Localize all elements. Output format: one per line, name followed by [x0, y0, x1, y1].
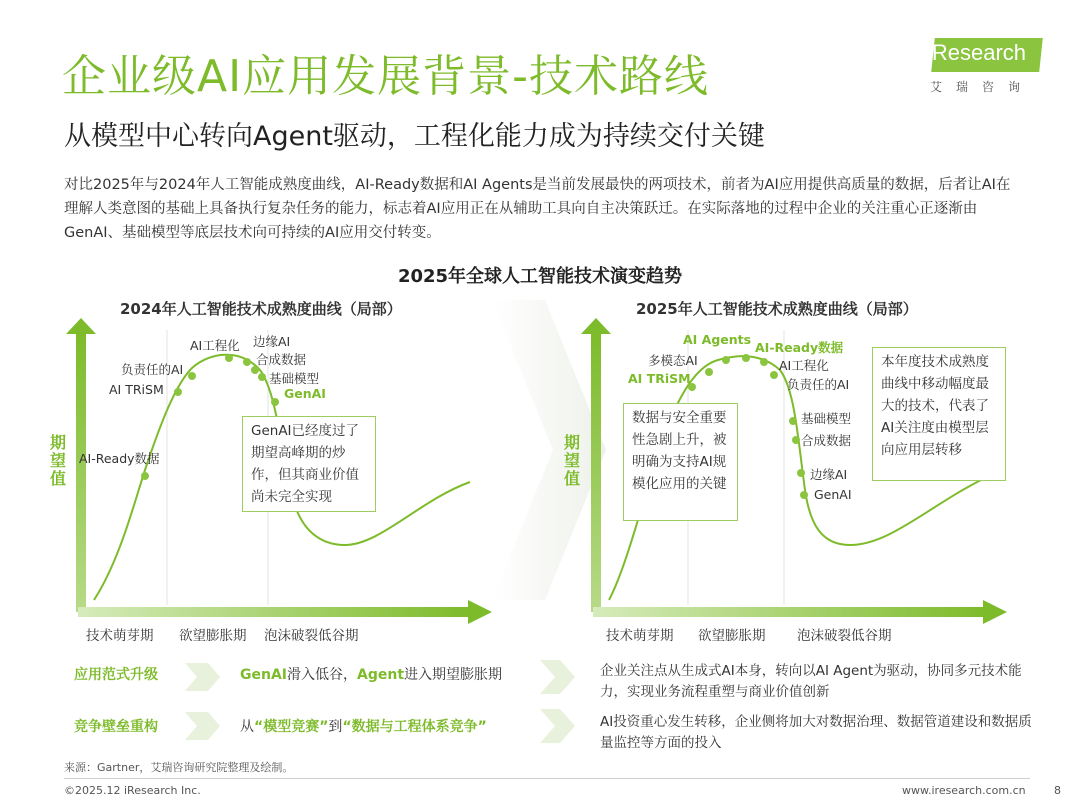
page-subtitle: 从模型中心转向Agent驱动，工程化能力成为持续交付关键 — [64, 121, 765, 152]
right-point-label-highlight: AI TRiSM — [628, 371, 691, 386]
row-desc-barrier: AI投资重心发生转移，企业侧将加大对数据治理、数据管道建设和数据质量监控等方面的投入 — [600, 714, 1032, 751]
left-yaxis-label: 期望值 — [49, 433, 66, 488]
left-point-label: AI TRiSM — [109, 382, 164, 397]
logo-subtext: 艾瑞咨询 — [930, 80, 1035, 94]
logo-brand: iResearch — [927, 40, 1027, 65]
row-text-paradigm: GenAI滑入低谷，Agent进入期望膨胀期 — [240, 667, 503, 683]
diagram-title: 2025年全球人工智能技术演变趋势 — [397, 266, 683, 287]
right-point-label: 多模态AI — [648, 353, 698, 368]
copyright: ©2025.12 iResearch Inc. — [64, 784, 201, 797]
right-point-label: 负责任的AI — [787, 377, 850, 392]
right-point-label: AI工程化 — [779, 358, 829, 373]
left-point-label: 边缘AI — [253, 334, 291, 349]
transition-chevron — [492, 300, 606, 600]
source-note: 来源：Gartner，艾瑞咨询研究院整理及绘制。 — [64, 761, 294, 774]
right-point-label: 边缘AI — [810, 467, 848, 482]
right-phase-label: 技术萌芽期 — [606, 628, 674, 644]
left-callout: GenAI已经度过了期望高峰期的炒作，但其商业价值尚未完全实现 — [242, 416, 376, 512]
row-label-barrier: 竞争壁垒重构 — [74, 719, 158, 735]
right-phase-label: 泡沫破裂低谷期 — [797, 628, 892, 644]
page-number: 8 — [1054, 784, 1061, 797]
right-panel-title: 2025年人工智能技术成熟度曲线（局部） — [636, 300, 918, 318]
page-title: 企业级AI应用发展背景-技术路线 — [62, 51, 709, 102]
left-point-label: 基础模型 — [269, 371, 320, 386]
left-point-label: AI工程化 — [190, 338, 240, 353]
left-point-label: AI-Ready数据 — [79, 451, 160, 466]
right-point-label: GenAI — [814, 487, 852, 502]
left-point-label: 合成数据 — [256, 352, 307, 367]
intro-paragraph: 对比2025年与2024年人工智能成熟度曲线，AI-Ready数据和AI Agents是当前发展最快的两项技术，前者为AI应用提供高质量的数据，后者让AI在理解人类意图的基础上具备执行复杂任务的能力，标志着AI应用正在从辅助工具向自主决策跃迁。在实际落地的过程中企业的关注重心正逐渐由GenAI、基础模型等底层技术向可持续的AI应用交付转变。 — [64, 177, 1011, 241]
right-callout-right: 本年度技术成熟度曲线中移动幅度最大的技术，代表了AI关注度由模型层向应用层转移 — [872, 347, 1006, 481]
right-yaxis-label: 期望值 — [563, 433, 580, 488]
website-link[interactable]: www.iresearch.com.cn — [902, 784, 1026, 797]
left-phase-label: 技术萌芽期 — [86, 628, 154, 644]
row-text-barrier: 从“模型竞赛”到“数据与工程体系竞争” — [240, 719, 487, 735]
left-point-label: 负责任的AI — [121, 362, 184, 377]
left-panel-title: 2024年人工智能技术成熟度曲线（局部） — [120, 300, 402, 318]
right-point-label: 基础模型 — [801, 411, 852, 426]
left-point-label-highlight: GenAI — [284, 386, 326, 401]
right-point-label: 合成数据 — [801, 433, 852, 448]
row-label-paradigm: 应用范式升级 — [74, 667, 158, 683]
left-phase-label: 欲望膨胀期 — [179, 628, 247, 644]
right-callout-left: 数据与安全重要性急剧上升，被明确为支持AI规模化应用的关键 — [623, 403, 738, 521]
row-desc-paradigm: 企业关注点从生成式AI本身，转向以AI Agent为驱动，协同多元技术能力，实现业务流程重塑与商业价值创新 — [600, 663, 1022, 700]
right-phase-label: 欲望膨胀期 — [698, 628, 766, 644]
left-phase-label: 泡沫破裂低谷期 — [264, 628, 359, 644]
right-point-label-highlight: AI-Ready数据 — [755, 340, 844, 355]
right-point-label-highlight: AI Agents — [683, 332, 752, 347]
footer-divider — [64, 778, 1030, 779]
